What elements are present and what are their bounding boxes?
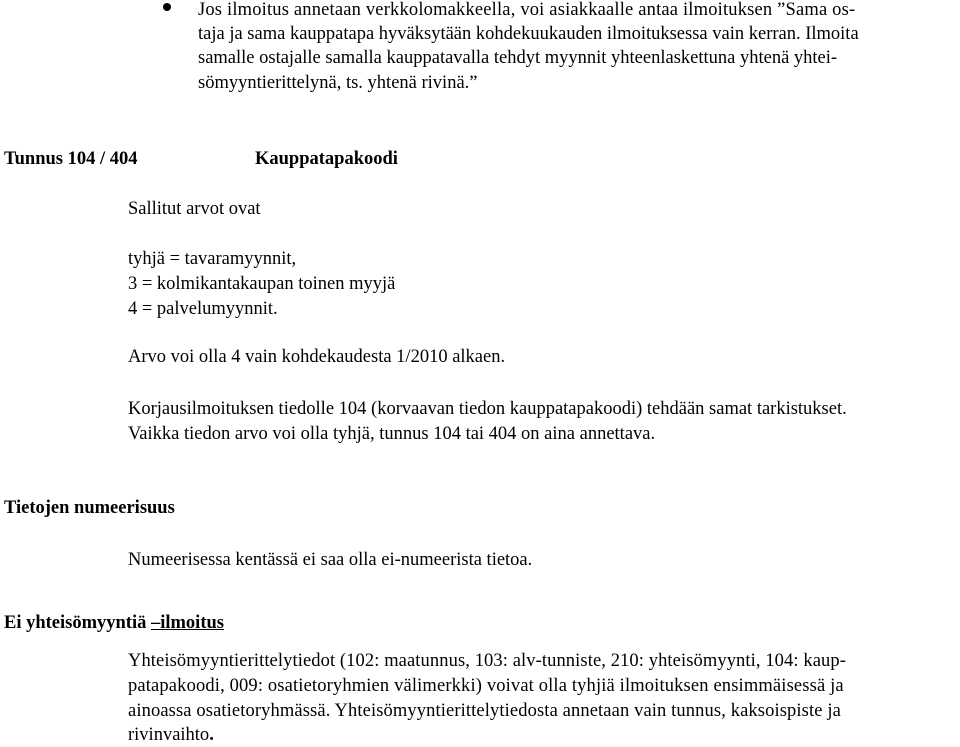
no-sales-line-1: Yhteisömyyntierittelytiedot (102: maatunnus, 103: alv-tunniste, 210: yhteisömyynti, 104: kaup-: [128, 651, 846, 671]
allowed-value-4: 4 = palvelumyynnit.: [128, 299, 278, 319]
correction-line-2: Vaikka tiedon arvo voi olla tyhjä, tunnus 104 tai 404 on aina annettava.: [128, 424, 656, 444]
value4-note: Arvo voi olla 4 vain kohdekaudesta 1/2010 alkaen.: [128, 347, 506, 367]
bullet-line-4: sömyyntierittelynä, ts. yhtenä rivinä.”: [198, 73, 478, 93]
allowed-values-intro: Sallitut arvot ovat: [128, 199, 261, 219]
bullet-line-1: Jos ilmoitus annetaan verkkolomakkeella, voi asiakkaalle antaa ilmoituksen ”Sama os-: [198, 0, 856, 20]
no-sales-line-3: ainoassa osatietoryhmässä. Yhteisömyyntierittelytiedosta annetaan vain tunnus, kaksoispiste ja: [128, 701, 841, 721]
correction-line-1: Korjausilmoituksen tiedolle 104 (korvaavan tiedon kauppatapakoodi) tehdään samat tarkistukset.: [128, 399, 847, 419]
no-sales-last-period: .: [209, 725, 214, 745]
allowed-value-empty: tyhjä = tavaramyynnit,: [128, 249, 297, 269]
no-sales-line-2: patapakoodi, 009: osatietoryhmien välimerkki) voivat olla tyhjiä ilmoituksen ensimmäisessä ja: [128, 676, 844, 696]
field-id-heading: Tunnus 104 / 404: [4, 149, 138, 169]
no-sales-heading: [4, 611, 224, 635]
numeric-heading: Tietojen numeerisuus: [4, 498, 175, 518]
allowed-value-3: 3 = kolmikantakaupan toinen myyjä: [128, 274, 396, 294]
numeric-text: Numeerisessa kentässä ei saa olla ei-numeerista tietoa.: [128, 550, 533, 570]
no-sales-line-4: [128, 723, 214, 747]
field-title-heading: Kauppatapakoodi: [255, 149, 398, 169]
no-sales-heading-part1: Ei yhteisömyyntiä: [4, 613, 151, 633]
bullet-line-3: samalle ostajalle samalla kauppatavalla tehdyt myynnit yhteenlaskettuna yhtenä yhtei-: [198, 48, 838, 68]
bullet-line-2: taja ja sama kauppatapa hyväksytään kohdekuukauden ilmoituksessa vain kerran. Ilmoita: [198, 24, 859, 44]
bullet-dot: [163, 3, 171, 11]
no-sales-heading-part2: –ilmoitus: [150, 613, 224, 633]
no-sales-last-text: rivinvaihto: [128, 725, 210, 745]
